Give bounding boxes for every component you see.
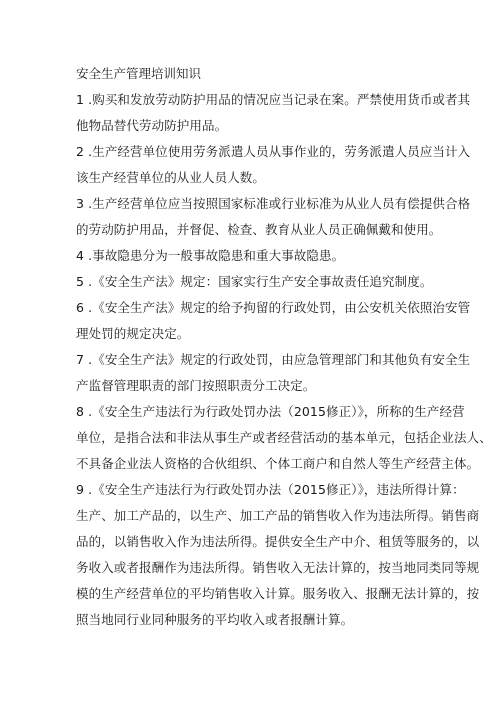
list-item <box>76 139 471 191</box>
item-text: .生产经营单位应当按照国家标准或行业标准为从业人员有偿提供合格 <box>88 196 471 211</box>
item-line <box>76 347 471 373</box>
item-text: .《安全生产违法行为行政处罚办法（2015修正）》，违法所得计算： <box>88 482 465 497</box>
item-text: .事故隐患分为一般事故隐患和重大事故隐患。 <box>88 248 345 263</box>
item-line <box>76 243 436 269</box>
item-line <box>76 477 465 503</box>
item-line <box>76 139 471 165</box>
list-item <box>76 347 471 399</box>
item-text: .《安全生产违法行为行政处罚办法（2015修正）》，所称的生产经营 <box>88 404 465 419</box>
list-item <box>76 269 436 295</box>
item-text: .《安全生产法》规定的给予拘留的行政处罚，由公安机关依照治安管 <box>88 300 471 315</box>
item-line: 照当地同行业同种服务的平均收入或者报酬计算。 <box>76 612 354 627</box>
item-line <box>76 399 465 425</box>
item-number: 2 <box>76 144 89 159</box>
item-line: 单位，是指合法和非法从事生产或者经营活动的基本单元，包括企业法人、 <box>76 430 492 445</box>
item-line <box>76 87 471 113</box>
document-body <box>76 61 492 633</box>
item-text: .生产经营单位使用劳务派遣人员从事作业的，劳务派遣人员应当计入 <box>88 144 471 159</box>
item-line <box>76 191 471 217</box>
list-item <box>76 243 436 269</box>
item-line: 理处罚的规定决定。 <box>76 326 190 341</box>
item-text: .《安全生产法》规定的行政处罚，由应急管理部门和其他负有安全生 <box>88 352 471 367</box>
item-line <box>76 295 471 321</box>
list-item <box>76 295 471 347</box>
item-line: 的劳动防护用品，并督促、检查、教育从业人员正确佩戴和使用。 <box>76 222 442 237</box>
item-text: .《安全生产法》规定：国家实行生产安全事故责任追究制度。 <box>88 274 433 289</box>
list-item <box>76 399 492 477</box>
item-line: 模的生产经营单位的平均销售收入计算。服务收入、报酬无法计算的，按 <box>76 586 480 601</box>
list-item <box>76 191 471 243</box>
item-line: 务收入或者报酬作为违法所得。销售收入无法计算的，按当地同类同等规 <box>76 560 480 575</box>
item-line: 品的，以销售收入作为违法所得。提供安全生产中介、租赁等服务的，以 <box>76 534 480 549</box>
item-number: 3 <box>76 196 89 211</box>
item-number: 8 <box>76 404 89 419</box>
item-number: 4 <box>76 248 89 263</box>
item-line: 不具备企业法人资格的合伙组织、个体工商户和自然人等生产经营主体。 <box>76 456 480 471</box>
item-number: 6 <box>76 300 89 315</box>
list-item <box>76 477 480 633</box>
document-title: 安全生产管理培训知识 <box>76 66 202 81</box>
item-line: 产监督管理职责的部门按照职责分工决定。 <box>76 378 316 393</box>
list-item <box>76 87 471 139</box>
item-line: 他物品替代劳动防护用品。 <box>76 118 228 133</box>
item-number: 5 <box>76 274 89 289</box>
item-line: 生产、加工产品的，以生产、加工产品的销售收入作为违法所得。销售商 <box>76 508 480 523</box>
item-number: 7 <box>76 352 89 367</box>
item-line <box>76 269 436 295</box>
item-line: 该生产经营单位的从业人员人数。 <box>76 170 266 185</box>
item-number: 9 <box>76 482 89 497</box>
item-number: 1 <box>76 92 89 107</box>
item-text: .购买和发放劳动防护用品的情况应当记录在案。严禁使用货币或者其 <box>88 92 471 107</box>
